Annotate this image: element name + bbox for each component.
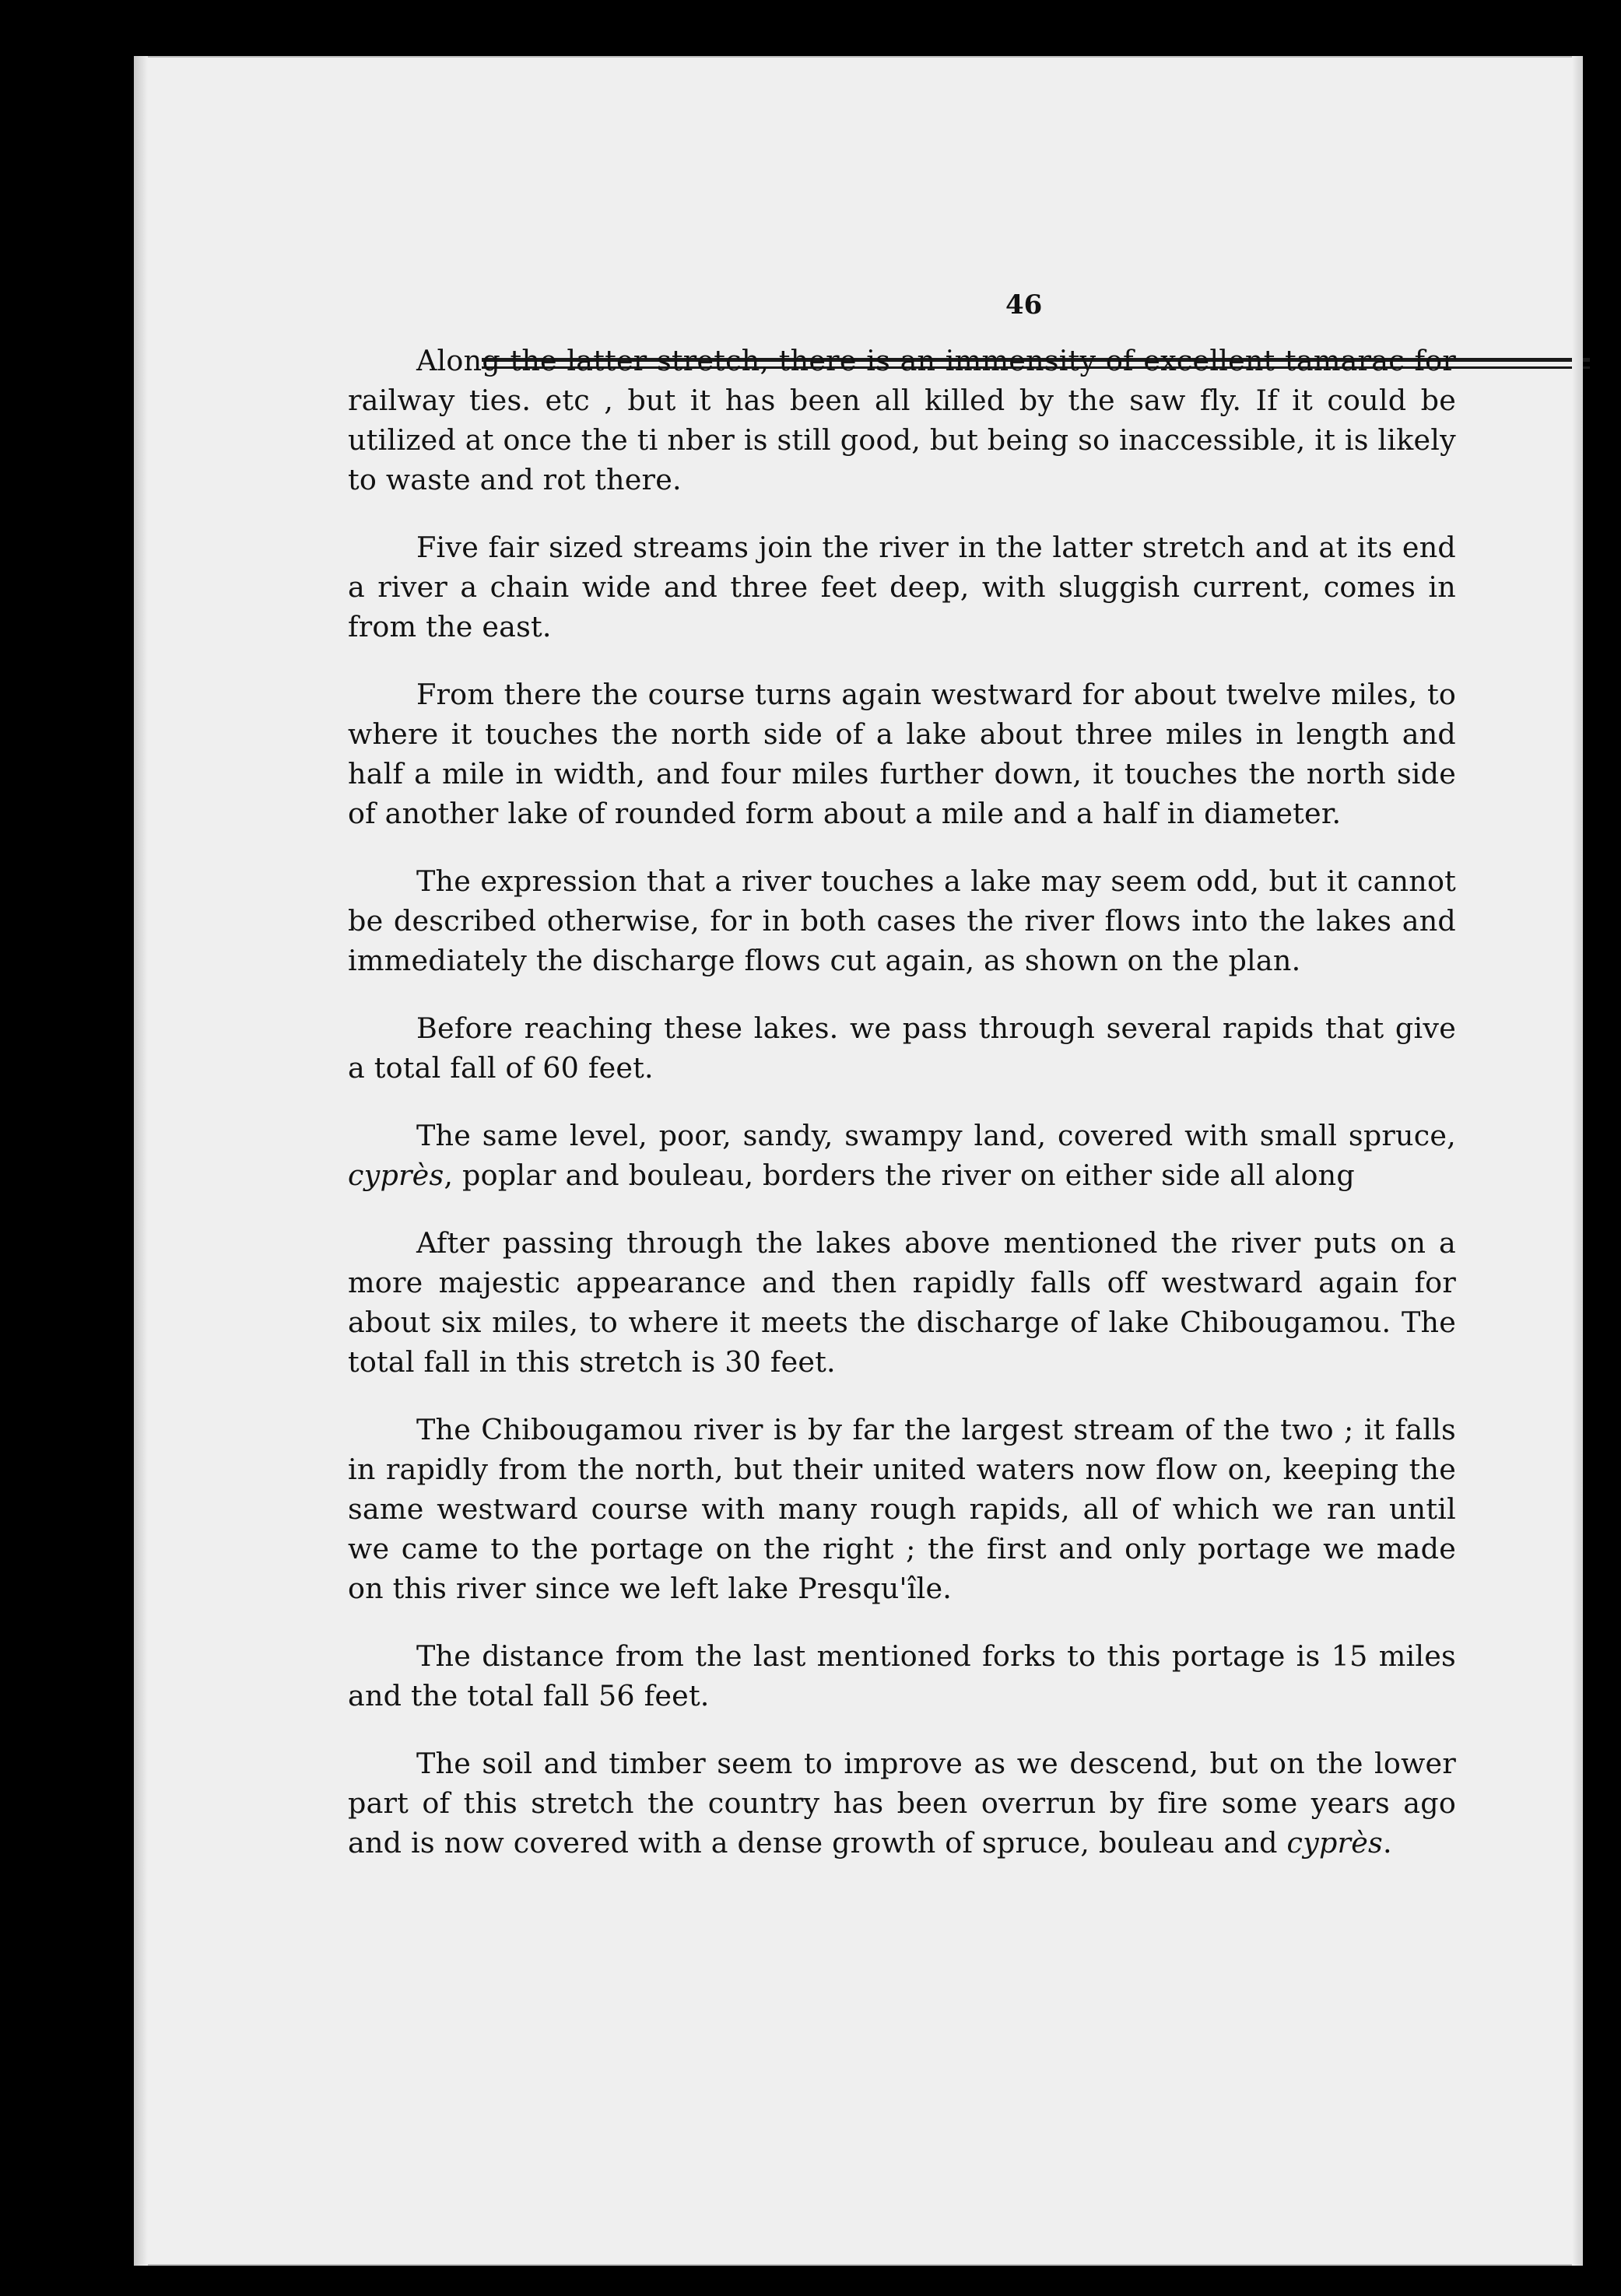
paragraph-4: The expression that a river touches a lake may seem odd, but it cannot be described otherwise, for in both cases the river flows into the lakes and immediately the discharge flows cut again, as shown on the plan. [348,864,1456,977]
paragraph-1: Along the latter stretch, there is an immensity of excellent tamarac for railway ties. etc , but it has been all killed by the saw fly. If it could be utilized at once the ti nber is still good, but being so inaccessible, it is likely to waste and rot there. [348,344,1456,496]
paragraph-8: The Chibougamou river is by far the largest stream of the two ; it falls in rapidly from the north, but their united waters now flow on, keeping the same westward course with many rough rapids, all of which we ran until we came to the portage on the right ; the first and only portage we made on this river since we left lake Presqu'île. [348,1413,1456,1605]
paragraph-6 [348,1116,1456,1195]
paragraph-2: Five fair sized streams join the river in the latter stretch and at its end a river a chain wide and three feet deep, with sluggish current, comes in from the east. [348,531,1456,643]
paragraph-6-part-1: The same level, poor, sandy, swampy land, covered with small spruce, [416,1119,1456,1152]
paragraph-7: After passing through the lakes above mentioned the river puts on a more majestic appearance and then rapidly falls off westward again for about six miles, to where it meets the discharge of lake Chibougamou. The total fall in this stretch is 30 feet. [348,1226,1456,1379]
paragraph-3: From there the course turns again westward for about twelve miles, to where it touches the north side of a lake about three miles in length and half a mile in width, and four miles further down, it touches the north side of another lake of rounded form about a mile and a half in diameter. [348,678,1456,830]
paragraph-10-part-2: . [1382,1826,1392,1860]
paragraph-6-italic: cyprès [348,1159,444,1192]
paragraph-6-part-2: , poplar and bouleau, borders the river on either side all along [444,1159,1355,1192]
paragraph-9: The distance from the last mentioned forks to this portage is 15 miles and the total fall 56 feet. [348,1639,1456,1712]
paragraph-10-italic: cyprès [1286,1826,1383,1860]
paragraph-10 [348,1744,1456,1863]
body-text [348,341,1456,1891]
paragraph-10-part-1: The soil and timber seem to improve as we descend, but on the lower part of this stretch the country has been overrun by fire some years ago and is now covered with a dense growth of spruce, bouleau and [348,1747,1456,1860]
paragraph-5: Before reaching these lakes. we pass through several rapids that give a total fall of 60 feet. [348,1011,1456,1085]
page-number: 46 [1005,289,1043,321]
